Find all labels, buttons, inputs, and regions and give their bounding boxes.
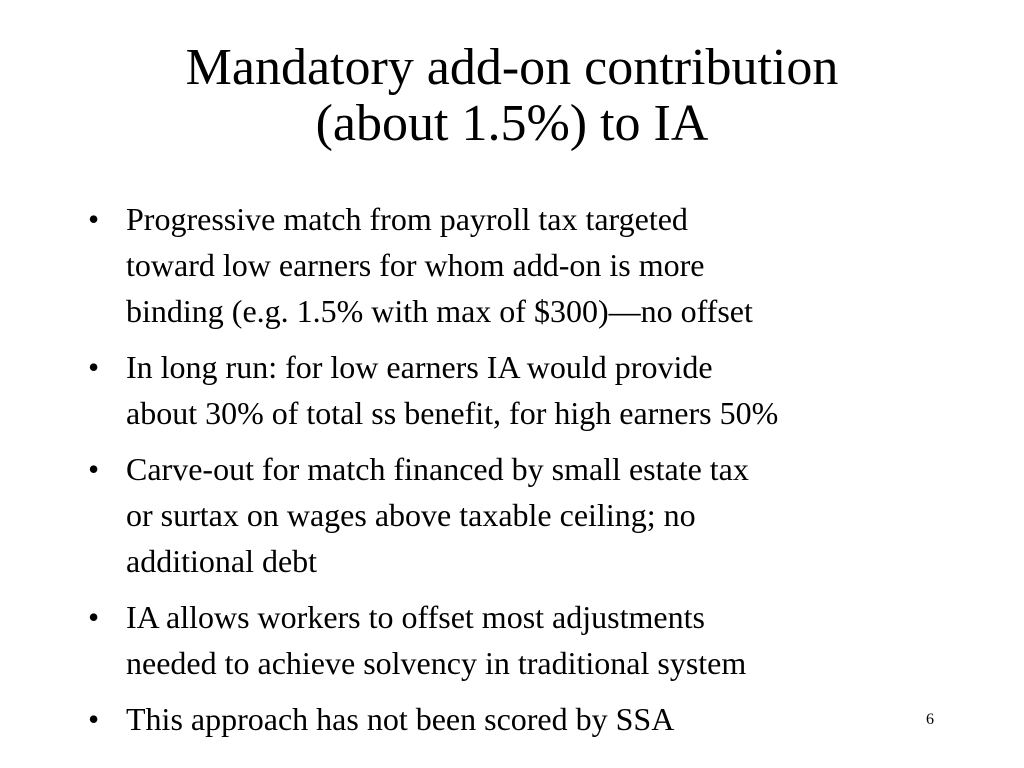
bullet-text-line: Progressive match from payroll tax targeted <box>126 201 688 237</box>
bullet-text-line: IA allows workers to offset most adjustments <box>126 599 705 635</box>
bullet-marker: • <box>88 201 100 237</box>
bullet-marker: • <box>88 349 100 385</box>
bullet-text-line: In long run: for low earners IA would provide <box>126 349 713 385</box>
bullet-text-line: additional debt <box>126 543 318 579</box>
bullet-item <box>88 696 948 742</box>
bullet-item <box>88 344 948 436</box>
bullet-item <box>88 594 948 686</box>
bullet-marker: • <box>88 701 100 737</box>
bullet-text-line: about 30% of total ss benefit, for high earners 50% <box>126 395 779 431</box>
page-number: 6 <box>926 711 934 728</box>
bullet-text-line: toward low earners for whom add-on is more <box>126 247 705 283</box>
bullet-text <box>126 696 948 742</box>
bullet-text-line: needed to achieve solvency in traditional system <box>126 645 747 681</box>
bullet-text-line: This approach has not been scored by SSA <box>126 701 675 737</box>
bullet-text <box>126 594 948 686</box>
slide-title <box>60 40 964 152</box>
slide-title-line: (about 1.5%) to IA <box>315 95 709 152</box>
bullet-text-line: binding (e.g. 1.5% with max of $300)—no offset <box>126 293 753 329</box>
bullet-item <box>88 196 948 334</box>
bullet-item <box>88 446 948 584</box>
bullet-marker: • <box>88 451 100 487</box>
bullet-text-line: Carve-out for match financed by small estate tax <box>126 451 749 487</box>
bullet-text <box>126 196 948 334</box>
slide-title-line: Mandatory add-on contribution <box>185 39 839 96</box>
bullet-text <box>126 344 948 436</box>
bullet-marker: • <box>88 599 100 635</box>
bullet-text-line: or surtax on wages above taxable ceiling; no <box>126 497 696 533</box>
bullet-text <box>126 446 948 584</box>
